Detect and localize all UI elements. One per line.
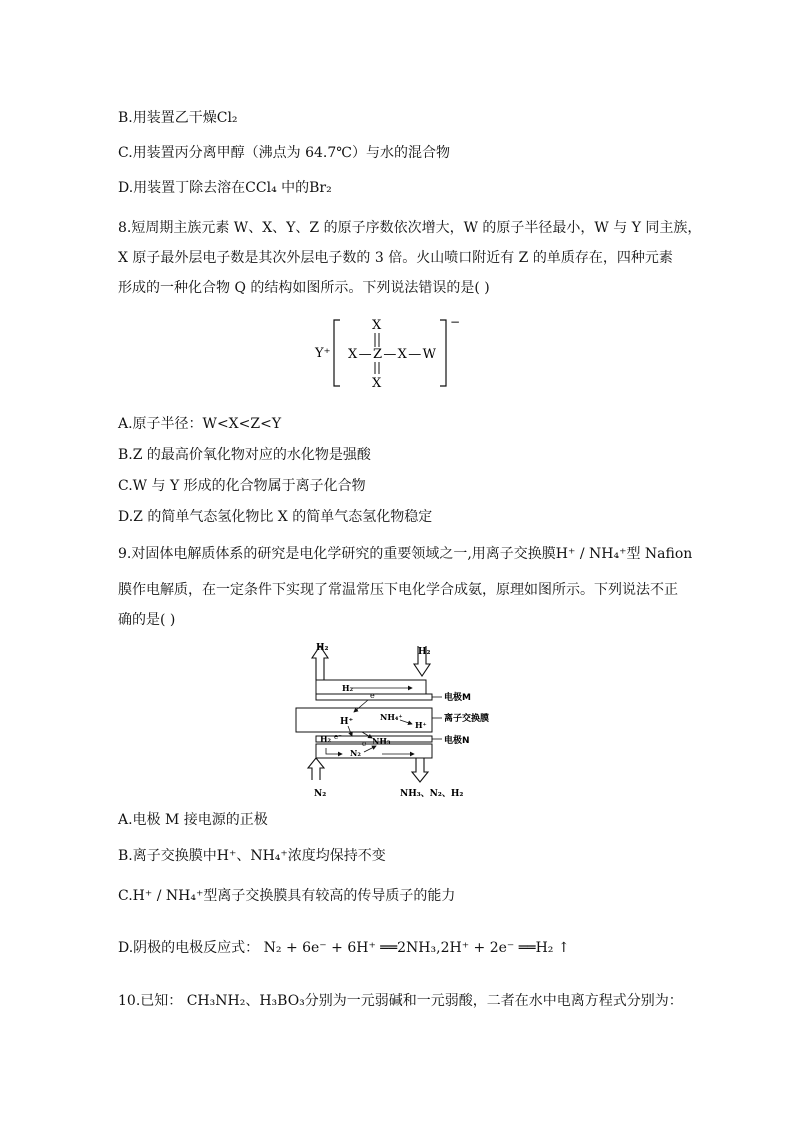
h2-top-right-label: H₂: [418, 647, 431, 657]
nh4-to-h-arrow: [400, 720, 412, 724]
product-outlet-arrow: [412, 758, 428, 782]
electron-top-label: e⁻: [370, 691, 379, 700]
bottom-atom: X: [372, 376, 382, 391]
option-d-prev: D.用装置丁除去溶在CCl₄ 中的Br₂: [118, 180, 332, 196]
h-plus-right-label: H⁺: [415, 720, 427, 730]
q9-option-a: A.电极 M 接电源的正极: [118, 812, 268, 828]
charge-label: −: [450, 315, 461, 329]
ion-exchange-membrane: [296, 708, 432, 732]
q9-option-b: B.离子交换膜中H⁺、NH₄⁺浓度均保持不变: [118, 848, 386, 864]
q8-stem-line3: 形成的一种化合物 Q 的结构如图所示。下列说法错误的是( ): [118, 280, 490, 296]
middle-row: X—Z—X—W: [348, 347, 436, 362]
q10-stem-line1: 10.已知： CH₃NH₂、H₃BO₃分别为一元弱碱和一元弱酸，二者在水中电离方程式分别为：: [118, 993, 683, 1009]
q9-option-c: C.H⁺ / NH₄⁺型离子交换膜具有较高的传导质子的能力: [118, 888, 456, 904]
cell-diagram: [292, 640, 532, 802]
top-atom: X: [372, 318, 382, 333]
membrane-label: 离子交换膜: [444, 714, 490, 724]
electrode-n-gas-channel: [316, 744, 432, 758]
option-c-prev: C.用装置丙分离甲醇（沸点为 64.7℃）与水的混合物: [118, 145, 450, 161]
right-bracket: [440, 320, 446, 386]
q9-stem-line1: 9.对固体电解质体系的研究是电化学研究的重要领域之一,用离子交换膜H⁺ / NH₄⁺型 Nafion: [118, 546, 693, 562]
electron-bottom-label-1: e⁻: [334, 733, 342, 741]
q9-stem-line2: 膜作电解质，在一定条件下实现了常温常压下电化学合成氨，原理如图所示。下列说法不正: [118, 582, 678, 598]
n2-inner-label: N₂: [350, 748, 361, 758]
electrode-m-label: 电极M: [444, 693, 471, 703]
h2-inner-label: H₂: [342, 683, 354, 693]
electron-bottom-label-2: e: [362, 740, 367, 748]
electron-top-arrow: [354, 700, 368, 712]
outlet-mix-label: NH₃、N₂、H₂: [400, 789, 464, 799]
q8-option-a: A.原子半径：W<X<Z<Y: [118, 416, 282, 432]
left-bracket: [334, 320, 340, 386]
n2-inlet-label: N₂: [314, 789, 327, 799]
nh3-label: NH₃: [372, 736, 391, 746]
q9-stem-line3: 确的是( ): [118, 612, 176, 628]
q8-stem-line2: X 原子最外层电子数是其次外层电子数的 3 倍。火山喷口附近有 Z 的单质存在，四种元素: [118, 250, 673, 266]
q8-stem-line1: 8.短周期主族元素 W、X、Y、Z 的原子序数依次增大，W 的原子半径最小，W 与 Y 同主族，: [118, 220, 702, 236]
n2-inlet-arrow: [308, 758, 324, 780]
electrode-n-label: 电极N: [444, 736, 470, 746]
h-plus-down-arrow: [348, 726, 352, 736]
cation-label: Y⁺: [315, 346, 331, 361]
h2-bottom-label: H₂: [320, 734, 332, 744]
n2-flow-arrow: [326, 748, 342, 754]
option-b-prev: B.用装置乙干燥Cl₂: [118, 110, 238, 126]
q8-option-c: C.W 与 Y 形成的化合物属于离子化合物: [118, 478, 366, 494]
q8-option-d: D.Z 的简单气态氢化物比 X 的简单气态氢化物稳定: [118, 509, 433, 525]
h-plus-left-label: H⁺: [340, 717, 354, 727]
nh4-plus-label: NH₄⁺: [380, 712, 403, 722]
q9-option-d: D.阴极的电极反应式： N₂ + 6e⁻ + 6H⁺ ══2NH₃,2H⁺ + 2e⁻ ══H₂ ↑: [118, 940, 570, 956]
q8-option-b: B.Z 的最高价氧化物对应的水化物是强酸: [118, 447, 371, 463]
h2-top-left-label: H₂: [316, 643, 329, 653]
to-nh3-arrow: [362, 732, 372, 738]
structure-figure: [300, 312, 470, 392]
